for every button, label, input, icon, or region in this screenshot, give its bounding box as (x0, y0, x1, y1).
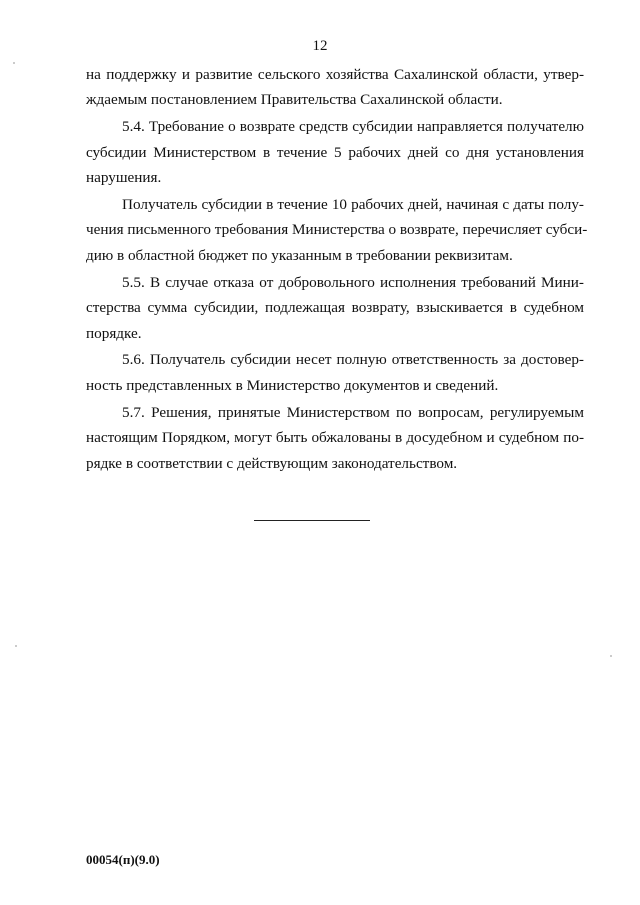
text-line: 5.6. Получатель субсидии несет полную ответственность за достовер- (122, 351, 584, 369)
text-line: рядке в соответствии с действующим законодательством. (86, 454, 458, 472)
text-line: 5.5. В случае отказа от добровольного исполнения требований Мини- (122, 273, 584, 291)
paragraph-recipient-return (86, 192, 588, 268)
document-code: 00054(п)(9.0) (86, 852, 160, 867)
scan-speck (610, 655, 612, 657)
text-line: чения письменного требования Министерства о возврате, перечисляет субси- (86, 221, 588, 239)
text-line: ность представленных в Министерство документов и сведений. (86, 376, 499, 394)
text-line: на поддержку и развитие сельского хозяйства Сахалинской области, утвер- (86, 66, 584, 83)
scan-speck (13, 62, 15, 64)
page-number: 12 (312, 38, 328, 54)
text-line: стерства сумма субсидии, подлежащая возврату, взыскивается в судебном (86, 299, 584, 317)
text-line: субсидии Министерством в течение 5 рабочих дней со дня установления (86, 143, 584, 161)
paragraph-5-7 (86, 400, 584, 476)
text-line: Получатель субсидии в течение 10 рабочих дней, начиная с даты полу- (122, 196, 584, 214)
paragraph-5-4 (86, 114, 584, 190)
paragraph-5-6 (86, 347, 584, 398)
text-line: дию в областной бюджет по указанным в требовании реквизитам. (86, 246, 513, 264)
text-line: порядке. (86, 324, 142, 342)
end-divider-line (254, 520, 370, 521)
paragraph-5-5 (86, 270, 584, 346)
scan-speck (15, 645, 17, 647)
text-line: ждаемым постановлением Правительства Сахалинской области. (86, 91, 503, 109)
text-line: настоящим Порядком, могут быть обжалованы в досудебном и судебном по- (86, 429, 584, 447)
document-body (86, 62, 588, 478)
text-line: нарушения. (86, 169, 162, 187)
text-line: 5.7. Решения, принятые Министерством по вопросам, регулируемым (122, 403, 584, 421)
text-line: 5.4. Требование о возврате средств субсидии направляется получателю (122, 118, 584, 136)
paragraph-continuation (86, 62, 584, 113)
